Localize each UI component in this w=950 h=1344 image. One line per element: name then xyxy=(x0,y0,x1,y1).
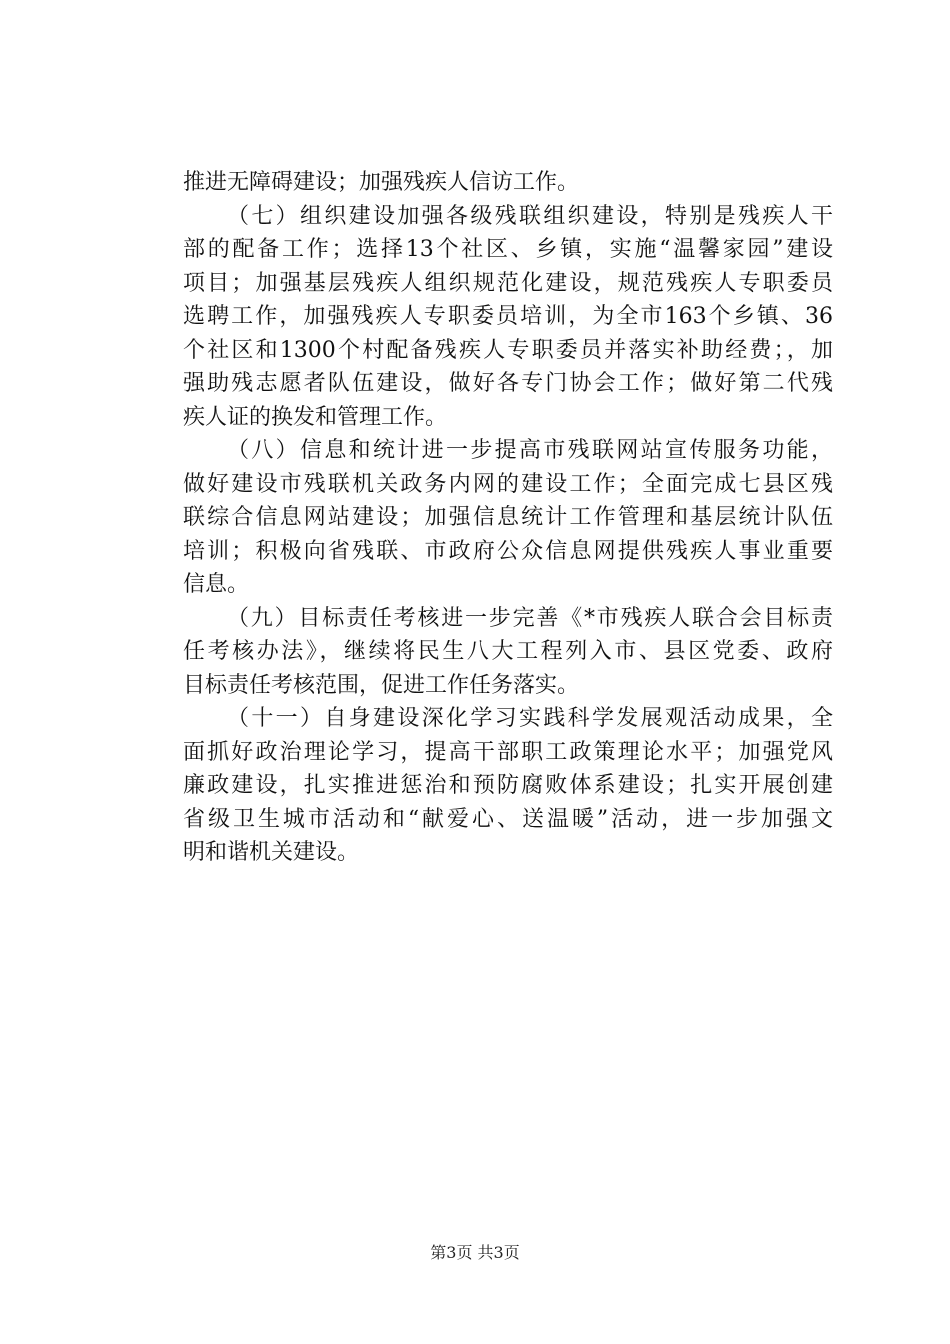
text-line: 做好建设市残联机关政务内网的建设工作；全面完成七县区残 xyxy=(183,471,833,497)
text-line: 明和谐机关建设。 xyxy=(183,840,360,865)
text-line: 面抓好政治理论学习，提高干部职工政策理论水平；加强党风 xyxy=(183,739,833,765)
text-line: 部的配备工作；选择13个社区、乡镇，实施“温馨家园”建设 xyxy=(183,237,833,262)
document-body xyxy=(183,166,833,870)
text-line: 廉政建设，扎实推进惩治和预防腐败体系建设；扎实开展创建 xyxy=(183,773,833,798)
text-line: 强助残志愿者队伍建设，做好各专门协会工作；做好第二代残 xyxy=(183,371,833,396)
section-8-heading-line: （八）信息和统计进一步提高市残联网站宣传服务功能， xyxy=(227,438,833,463)
text-line: 任考核办法》，继续将民生八大工程列入市、县区党委、政府 xyxy=(183,639,833,664)
text-line: 省级卫生城市活动和“献爱心、送温暖”活动，进一步加强文 xyxy=(183,806,833,832)
text-line: 个社区和1300个村配备残疾人专职委员并落实补助经费；，加 xyxy=(183,337,833,363)
section-11-heading-line: （十一）自身建设深化学习实践科学发展观活动成果，全 xyxy=(227,706,833,731)
text-line: 联综合信息网站建设；加强信息统计工作管理和基层统计队伍 xyxy=(183,505,833,530)
text-line: 疾人证的换发和管理工作。 xyxy=(183,404,448,430)
text-line: 项目；加强基层残疾人组织规范化建设，规范残疾人专职委员 xyxy=(183,270,833,296)
text-line: 目标责任考核范围，促进工作任务落实。 xyxy=(183,672,580,698)
text-line: 推进无障碍建设；加强残疾人信访工作。 xyxy=(183,170,580,195)
text-line: 培训；积极向省残联、市政府公众信息网提供残疾人事业重要 xyxy=(183,538,833,564)
text-line: 信息。 xyxy=(183,572,250,597)
section-9-heading-line: （九）目标责任考核进一步完善《*市残疾人联合会目标责 xyxy=(227,605,833,631)
section-7-heading-line: （七）组织建设加强各级残联组织建设，特别是残疾人干 xyxy=(227,203,833,229)
page-number: 第3页 共3页 xyxy=(430,1243,520,1262)
text-line: 选聘工作，加强残疾人专职委员培训，为全市163个乡镇、36 xyxy=(183,304,833,329)
page-footer xyxy=(0,1243,950,1263)
